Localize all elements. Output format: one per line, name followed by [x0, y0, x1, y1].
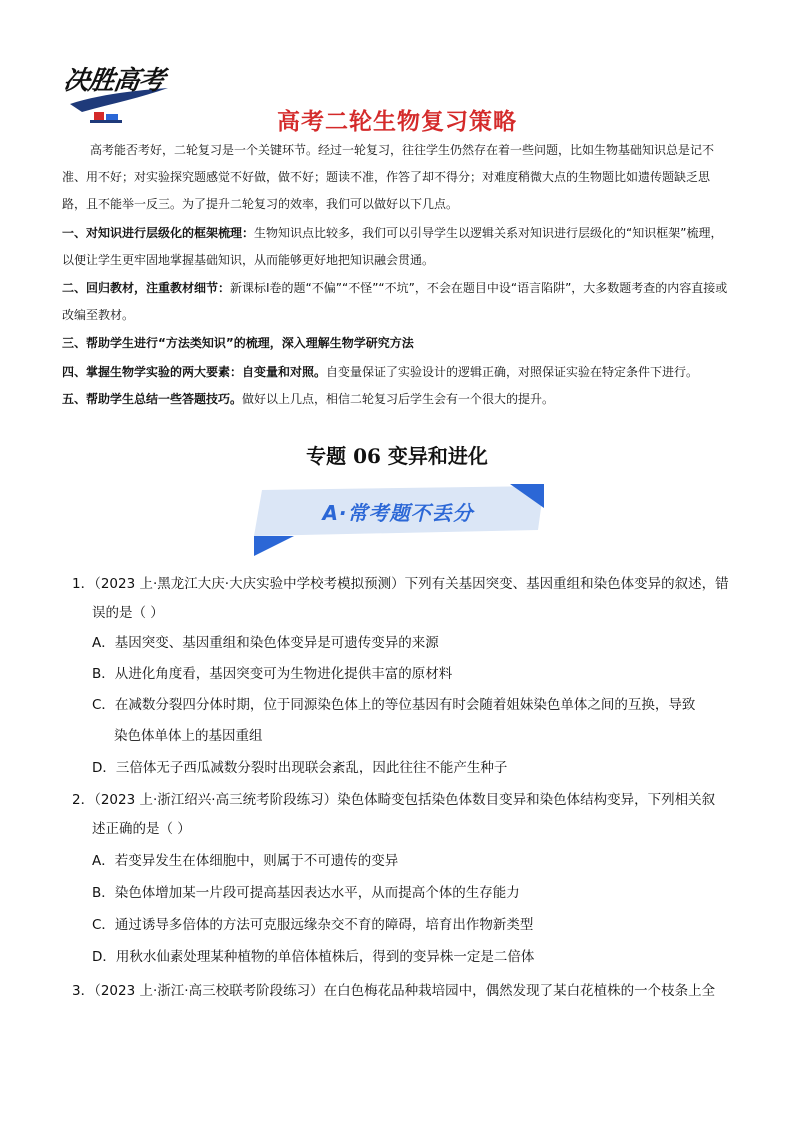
strategy-1-text: 生物知识点比较多，我们可以引导学生以逻辑关系对知识进行层级化的“知识框架”梳理， — [254, 226, 723, 240]
question-1-stem: 1．（2023 上·黑龙江大庆·大庆实验中学校考模拟预测）下列有关基因突变、基因重组和染色体变异的叙述，错 — [72, 576, 729, 592]
strategy-4-heading: 四、掌握生物学实验的两大要素：自变量和对照。 — [62, 365, 327, 379]
question-2-option-c: C．通过诱导多倍体的方法可克服远缘杂交不育的障碍，培育出作物新类型 — [92, 917, 534, 933]
strategy-4 — [62, 359, 734, 386]
strategy-3-heading: 三、帮助学生进行“方法类知识”的梳理，深入理解生物学研究方法 — [62, 336, 414, 350]
strategy-5-text: 做好以上几点，相信二轮复习后学生会有一个很大的提升。 — [242, 392, 555, 406]
logo-text: 决胜高考 — [61, 66, 166, 96]
banner-label: A·常考题不丢分 — [322, 501, 474, 525]
strategy-3 — [62, 330, 734, 357]
question-2-option-a: A．若变异发生在体细胞中，则属于不可遗传的变异 — [92, 853, 399, 869]
question-3-stem: 3．（2023 上·浙江·高三校联考阶段练习）在白色梅花品种栽培园中，偶然发现了某白花植株的一个枝条上全 — [72, 983, 716, 999]
strategy-2-text: 新课标Ⅰ卷的题“不偏”“不怪”“不坑”，不会在题目中设“语言陷阱”，大多数题考查的内容直接或 — [230, 281, 728, 295]
question-1-option-a: A．基因突变、基因重组和染色体变异是可遗传变异的来源 — [92, 635, 439, 651]
strategy-2-heading: 二、回归教材，注重教材细节： — [62, 281, 231, 295]
strategy-4-text: 自变量保证了实验设计的逻辑正确，对照保证实验在特定条件下进行。 — [326, 365, 699, 379]
question-1-stem-cont — [72, 598, 732, 628]
banner — [248, 484, 548, 558]
strategy-5 — [62, 386, 734, 413]
question-2-option-b: B．染色体增加某一片段可提高基因表达水平，从而提高个体的生存能力 — [92, 885, 520, 901]
question-2-option-d: D．用秋水仙素处理某种植物的单倍体植株后，得到的变异株一定是二倍体 — [92, 949, 535, 965]
section-title: 专题 06 变异和进化 — [306, 444, 488, 468]
question-1-option-c-cont — [92, 721, 732, 751]
strategy-5-heading: 五、帮助学生总结一些答题技巧。 — [62, 392, 243, 406]
page-title: 高考二轮生物复习策略 — [277, 109, 517, 135]
intro-line-2: 准、用不好；对实验探究题感觉不好做，做不好；题读不准，作答了却不得分；对难度稍微大点的生物题比如遗传题缺乏思 — [62, 170, 711, 184]
intro-line-1: 高考能否考好，二轮复习是一个关键环节。经过一轮复习，往往学生仍然存在着一些问题，比如生物基础知识总是记不 — [90, 143, 715, 157]
strategy-1-heading: 一、对知识进行层级化的框架梳理： — [62, 226, 255, 240]
strategy-1 — [62, 220, 734, 247]
question-1-stem-cont-text: 误的是（ ） — [92, 605, 164, 621]
question-1-option-c: C．在减数分裂四分体时期，位于同源染色体上的等位基因有时会随着姐妹染色单体之间的互换，导致 — [92, 697, 696, 713]
question-1-option-d: D．三倍体无子西瓜减数分裂时出现联会紊乱，因此往往不能产生种子 — [92, 760, 508, 776]
intro-line-3: 路，且不能举一反三。为了提升二轮复习的效率，我们可以做好以下几点。 — [62, 197, 459, 211]
strategy-1-cont: 以便让学生更牢固地掌握基础知识，从而能够更好地把知识融会贯通。 — [62, 253, 435, 267]
strategy-2-cont: 改编至教材。 — [62, 308, 135, 322]
question-1-option-b: B．从进化角度看，基因突变可为生物进化提供丰富的原材料 — [92, 666, 453, 682]
question-1-option-c-cont-text: 染色体单体上的基因重组 — [114, 728, 263, 744]
strategy-2 — [62, 275, 734, 302]
question-2-stem: 2．（2023 上·浙江绍兴·高三统考阶段练习）染色体畸变包括染色体数目变异和染色体结构变异，下列相关叙 — [72, 792, 716, 808]
question-2-stem-cont-text: 述正确的是（ ） — [92, 821, 191, 837]
question-2-stem-cont — [72, 814, 732, 844]
